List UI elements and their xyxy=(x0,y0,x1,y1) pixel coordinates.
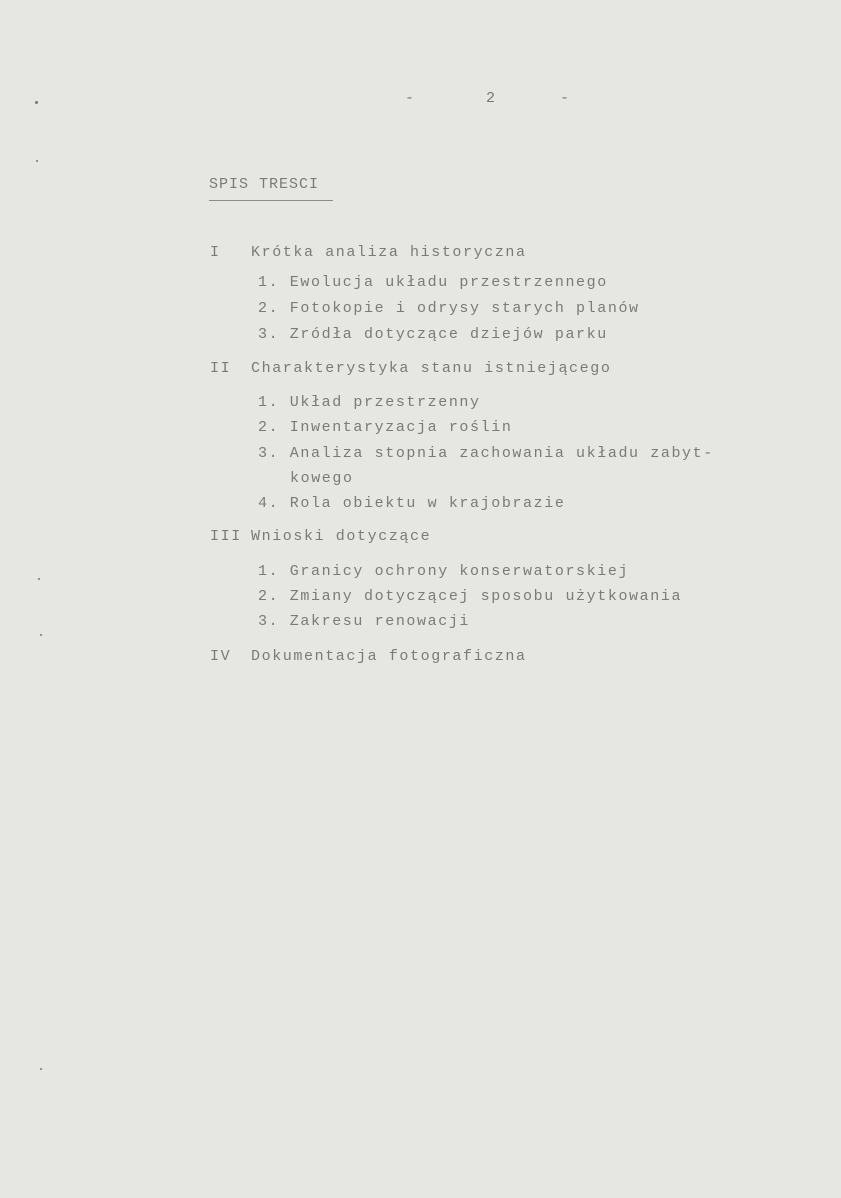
page-dash-right: - xyxy=(560,90,570,107)
toc-item: 4. Rola obiektu w krajobrazie xyxy=(258,495,566,512)
toc-item: 2. Inwentaryzacja roślin xyxy=(258,419,513,436)
toc-item-continuation: kowego xyxy=(290,470,354,487)
toc-item: 1. Ewolucja układu przestrzennego xyxy=(258,274,608,291)
toc-item: 3. Zakresu renowacji xyxy=(258,613,471,630)
title-underline xyxy=(209,200,333,201)
section-numeral: III xyxy=(210,528,242,545)
scan-speck xyxy=(35,101,38,104)
scan-speck xyxy=(36,160,38,162)
toc-title: SPIS TRESCI xyxy=(209,176,320,193)
section-heading: Charakterystyka stanu istniejącego xyxy=(251,360,612,377)
section-heading: Krótka analiza historyczna xyxy=(251,244,527,261)
scan-speck xyxy=(38,578,40,580)
scan-speck xyxy=(40,1068,42,1070)
page-dash-left: - xyxy=(405,90,415,107)
toc-item: 2. Zmiany dotyczącej sposobu użytkowania xyxy=(258,588,683,605)
scan-speck xyxy=(40,634,42,636)
section-numeral: IV xyxy=(210,648,232,665)
section-heading: Wnioski dotyczące xyxy=(251,528,432,545)
section-numeral: I xyxy=(210,244,221,261)
toc-item: 1. Układ przestrzenny xyxy=(258,394,481,411)
toc-item: 2. Fotokopie i odrysy starych planów xyxy=(258,300,640,317)
toc-item: 1. Granicy ochrony konserwatorskiej xyxy=(258,563,630,580)
section-numeral: II xyxy=(210,360,232,377)
toc-item: 3. Analiza stopnia zachowania układu zabyt- xyxy=(258,445,714,462)
section-heading: Dokumentacja fotograficzna xyxy=(251,648,527,665)
page-number: 2 xyxy=(486,90,496,107)
toc-item: 3. Zródła dotyczące dziejów parku xyxy=(258,326,608,343)
